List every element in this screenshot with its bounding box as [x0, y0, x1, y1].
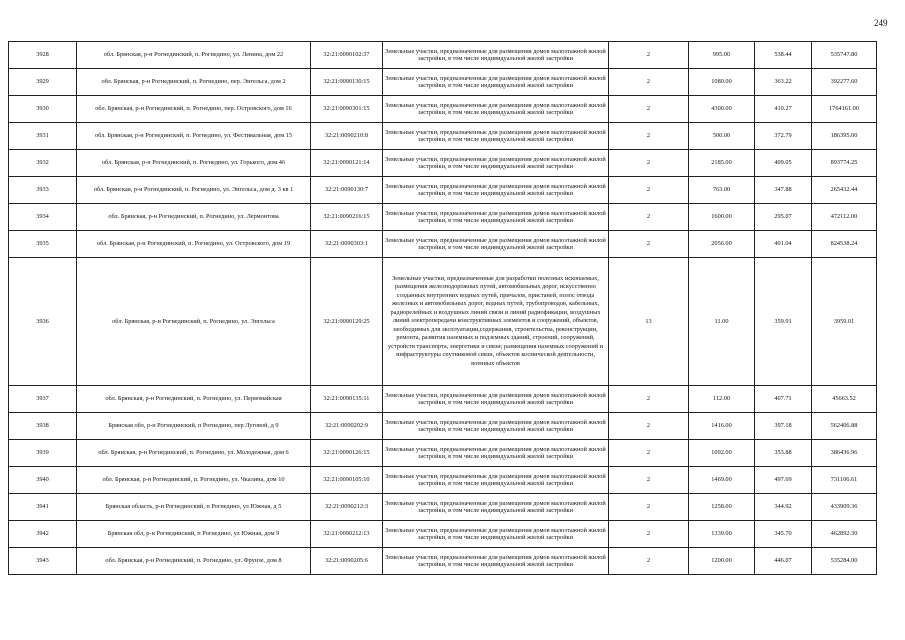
land-registry-table [8, 41, 877, 575]
group-code-cell: 2 [609, 231, 689, 258]
address-cell: обл. Брянская, р-н Рогнединский, п. Рогнедино, ул. Молодежная, дом 6 [77, 440, 311, 467]
specific-value-cell: 409.05 [755, 150, 812, 177]
table-row [9, 69, 877, 96]
row-number: 3930 [9, 96, 77, 123]
permitted-use-cell: Земельные участки, предназначенные для размещения домов малоэтажной жилой застройки, в том числе индивидуальной жилой застройки [383, 204, 609, 231]
area-cell: 1092.00 [689, 440, 755, 467]
specific-value-cell: 359.91 [755, 258, 812, 386]
permitted-use-cell: Земельные участки, предназначенные для размещения домов малоэтажной жилой застройки, в том числе индивидуальной жилой застройки [383, 177, 609, 204]
specific-value-cell: 353.88 [755, 440, 812, 467]
address-cell: обл. Брянская, р-н Рогнединский, п. Рогнедино, пер. Островского, дом 16 [77, 96, 311, 123]
table-row [9, 413, 877, 440]
permitted-use-cell: Земельные участки, предназначенные для размещения домов малоэтажной жилой застройки, в том числе индивидуальной жилой застройки [383, 42, 609, 69]
address-cell: обл. Брянская, р-н Рогнединский, п. Рогнедино, ул. Энгельса, дом д. 3 кв 1 [77, 177, 311, 204]
specific-value-cell: 446.07 [755, 548, 812, 575]
area-cell: 11.00 [689, 258, 755, 386]
cadastral-value-cell: 3959.01 [812, 258, 877, 386]
cadastral-value-cell: 535747.80 [812, 42, 877, 69]
address-cell: обл. Брянская, р-н Рогнединский, п. Рогнедино, ул. Фестивальная, дом 15 [77, 123, 311, 150]
cadastral-number-cell: 32:21:0090130:15 [311, 69, 383, 96]
cadastral-number-cell: 32:21:0090102:37 [311, 42, 383, 69]
permitted-use-cell: Земельные участки, предназначенные для разработки полезных ископаемых, размещения железнодорожных путей, автомобильных дорог, искусственно созданных внутренних водных путей, причалов, пристаней, полос отвода железных и автомобильных дорог, водных путей, трубопроводов, кабельных, радиорелейных и воздушных линий связи и линий радиофикации, воздушных линий электропередачи конструктивных элементов и сооружений, объектов, необходимых для эксплуатации,содержания, строительства, реконструкции, ремонта, развития наземных и подземных зданий, строений, сооружений, устройств транспорта, энергетики и связи; размещения наземных сооружений и инфраструктуры спутниковой связи, объектов космической деятельности, военных объектов [383, 258, 609, 386]
permitted-use-cell: Земельные участки, предназначенные для размещения домов малоэтажной жилой застройки, в том числе индивидуальной жилой застройки [383, 521, 609, 548]
cadastral-number-cell: 32:21:0090301:15 [311, 96, 383, 123]
table-row [9, 521, 877, 548]
table-row [9, 258, 877, 386]
address-cell: обл. Брянская, р-н Рогнединский, п. Рогнедино, ул. Первомайская [77, 386, 311, 413]
table-row [9, 42, 877, 69]
address-cell: Брянская область, р-н Рогнединский, п Рогнедино, ул Южная, д 5 [77, 494, 311, 521]
address-cell: Брянская обл, р-н Рогнединский, п Рогнедино, пер Луговой, д 9 [77, 413, 311, 440]
cadastral-number-cell: 32:21:0090216:15 [311, 204, 383, 231]
row-number: 3935 [9, 231, 77, 258]
table-row [9, 231, 877, 258]
address-cell: обл. Брянская, р-н Рогнединский, п. Рогнедино, ул. Ленина, дом 22 [77, 42, 311, 69]
cadastral-number-cell: 32:21:0090212:13 [311, 521, 383, 548]
address-cell: обл. Брянская, р-н Рогнединский, п. Рогнедино, ул. Лермонтова [77, 204, 311, 231]
permitted-use-cell: Земельные участки, предназначенные для размещения домов малоэтажной жилой застройки, в том числе индивидуальной жилой застройки [383, 548, 609, 575]
area-cell: 1339.00 [689, 521, 755, 548]
cadastral-number-cell: 32:21:0090126:15 [311, 440, 383, 467]
cadastral-value-cell: 462892.30 [812, 521, 877, 548]
table-row [9, 494, 877, 521]
address-cell: обл. Брянская, р-н Рогнединский, п. Рогнедино, ул. Островского, дом 19 [77, 231, 311, 258]
cadastral-number-cell: 32:21:0090202:9 [311, 413, 383, 440]
group-code-cell: 2 [609, 177, 689, 204]
cadastral-number-cell: 32:21:0090205:6 [311, 548, 383, 575]
cadastral-number-cell: 32:21:0090130:7 [311, 177, 383, 204]
row-number: 3943 [9, 548, 77, 575]
row-number: 3929 [9, 69, 77, 96]
permitted-use-cell: Земельные участки, предназначенные для размещения домов малоэтажной жилой застройки, в том числе индивидуальной жилой застройки [383, 123, 609, 150]
row-number: 3931 [9, 123, 77, 150]
table-row [9, 96, 877, 123]
cadastral-number-cell: 32:21:0090129:25 [311, 258, 383, 386]
row-number: 3939 [9, 440, 77, 467]
group-code-cell: 2 [609, 69, 689, 96]
specific-value-cell: 410.27 [755, 96, 812, 123]
table-row [9, 467, 877, 494]
area-cell: 1600.00 [689, 204, 755, 231]
area-cell: 1200.00 [689, 548, 755, 575]
cadastral-value-cell: 265432.44 [812, 177, 877, 204]
cadastral-number-cell: 32:21:0090303:1 [311, 231, 383, 258]
page-number: 249 [874, 18, 888, 28]
permitted-use-cell: Земельные участки, предназначенные для размещения домов малоэтажной жилой застройки, в том числе индивидуальной жилой застройки [383, 440, 609, 467]
table-row [9, 386, 877, 413]
cadastral-value-cell: 392277.60 [812, 69, 877, 96]
table-row [9, 177, 877, 204]
group-code-cell: 2 [609, 467, 689, 494]
group-code-cell: 2 [609, 494, 689, 521]
area-cell: 500.00 [689, 123, 755, 150]
cadastral-value-cell: 433909.36 [812, 494, 877, 521]
group-code-cell: 2 [609, 150, 689, 177]
specific-value-cell: 538.44 [755, 42, 812, 69]
permitted-use-cell: Земельные участки, предназначенные для размещения домов малоэтажной жилой застройки, в том числе индивидуальной жилой застройки [383, 69, 609, 96]
cadastral-value-cell: 562406.88 [812, 413, 877, 440]
cadastral-number-cell: 32:21:0090210:8 [311, 123, 383, 150]
specific-value-cell: 397.18 [755, 413, 812, 440]
cadastral-value-cell: 535284.00 [812, 548, 877, 575]
specific-value-cell: 345.70 [755, 521, 812, 548]
permitted-use-cell: Земельные участки, предназначенные для размещения домов малоэтажной жилой застройки, в том числе индивидуальной жилой застройки [383, 413, 609, 440]
group-code-cell: 2 [609, 96, 689, 123]
group-code-cell: 2 [609, 123, 689, 150]
cadastral-value-cell: 824538.24 [812, 231, 877, 258]
group-code-cell: 2 [609, 386, 689, 413]
permitted-use-cell: Земельные участки, предназначенные для размещения домов малоэтажной жилой застройки, в том числе индивидуальной жилой застройки [383, 494, 609, 521]
area-cell: 763.00 [689, 177, 755, 204]
row-number: 3933 [9, 177, 77, 204]
group-code-cell: 2 [609, 42, 689, 69]
group-code-cell: 2 [609, 204, 689, 231]
permitted-use-cell: Земельные участки, предназначенные для размещения домов малоэтажной жилой застройки, в том числе индивидуальной жилой застройки [383, 96, 609, 123]
address-cell: обл. Брянская, р-н Рогнединский, п. Рогнедино, пер. Энгельса, дом 2 [77, 69, 311, 96]
row-number: 3937 [9, 386, 77, 413]
area-cell: 2056.00 [689, 231, 755, 258]
row-number: 3934 [9, 204, 77, 231]
group-code-cell: 13 [609, 258, 689, 386]
specific-value-cell: 407.71 [755, 386, 812, 413]
specific-value-cell: 347.88 [755, 177, 812, 204]
area-cell: 1416.00 [689, 413, 755, 440]
cadastral-number-cell: 32:21:0090212:3 [311, 494, 383, 521]
group-code-cell: 2 [609, 440, 689, 467]
row-number: 3940 [9, 467, 77, 494]
address-cell: обл. Брянская, р-н Рогнединский, п. Рогнедино, ул. Фрунзе, дом 8 [77, 548, 311, 575]
area-cell: 2185.00 [689, 150, 755, 177]
specific-value-cell: 401.04 [755, 231, 812, 258]
cadastral-value-cell: 45663.52 [812, 386, 877, 413]
area-cell: 995.00 [689, 42, 755, 69]
address-cell: обл. Брянская, р-н Рогнединский, п. Рогнедино, ул. Чкалина, дом 10 [77, 467, 311, 494]
group-code-cell: 2 [609, 521, 689, 548]
table-row [9, 548, 877, 575]
cadastral-value-cell: 472112.00 [812, 204, 877, 231]
row-number: 3938 [9, 413, 77, 440]
permitted-use-cell: Земельные участки, предназначенные для размещения домов малоэтажной жилой застройки, в том числе индивидуальной жилой застройки [383, 386, 609, 413]
area-cell: 1080.00 [689, 69, 755, 96]
address-cell: Брянская обл, р-н Рогнединский, п Рогнедино, ул Южная, дом 9 [77, 521, 311, 548]
area-cell: 4300.00 [689, 96, 755, 123]
row-number: 3928 [9, 42, 77, 69]
specific-value-cell: 363.22 [755, 69, 812, 96]
table-row [9, 204, 877, 231]
address-cell: обл. Брянская, р-н Рогнединский, п. Рогнедино, ул. Горького, дом 46 [77, 150, 311, 177]
cadastral-value-cell: 893774.25 [812, 150, 877, 177]
cadastral-number-cell: 32:21:0090121:14 [311, 150, 383, 177]
cadastral-value-cell: 186395.00 [812, 123, 877, 150]
area-cell: 112.00 [689, 386, 755, 413]
area-cell: 1258.00 [689, 494, 755, 521]
specific-value-cell: 344.92 [755, 494, 812, 521]
permitted-use-cell: Земельные участки, предназначенные для размещения домов малоэтажной жилой застройки, в том числе индивидуальной жилой застройки [383, 467, 609, 494]
specific-value-cell: 497.69 [755, 467, 812, 494]
row-number: 3942 [9, 521, 77, 548]
cadastral-number-cell: 32:21:0090105:10 [311, 467, 383, 494]
group-code-cell: 2 [609, 413, 689, 440]
cadastral-value-cell: 1764161.00 [812, 96, 877, 123]
group-code-cell: 2 [609, 548, 689, 575]
cadastral-number-cell: 32:21:0090135:11 [311, 386, 383, 413]
specific-value-cell: 295.07 [755, 204, 812, 231]
table-row [9, 440, 877, 467]
table-body [9, 42, 877, 575]
specific-value-cell: 372.79 [755, 123, 812, 150]
table-row [9, 150, 877, 177]
row-number: 3932 [9, 150, 77, 177]
permitted-use-cell: Земельные участки, предназначенные для размещения домов малоэтажной жилой застройки, в том числе индивидуальной жилой застройки [383, 231, 609, 258]
address-cell: обл. Брянская, р-н Рогнединский, п. Рогнедино, ул. Энгельса [77, 258, 311, 386]
row-number: 3936 [9, 258, 77, 386]
row-number: 3941 [9, 494, 77, 521]
cadastral-value-cell: 386436.96 [812, 440, 877, 467]
cadastral-value-cell: 731106.61 [812, 467, 877, 494]
table-row [9, 123, 877, 150]
area-cell: 1469.00 [689, 467, 755, 494]
permitted-use-cell: Земельные участки, предназначенные для размещения домов малоэтажной жилой застройки, в том числе индивидуальной жилой застройки [383, 150, 609, 177]
